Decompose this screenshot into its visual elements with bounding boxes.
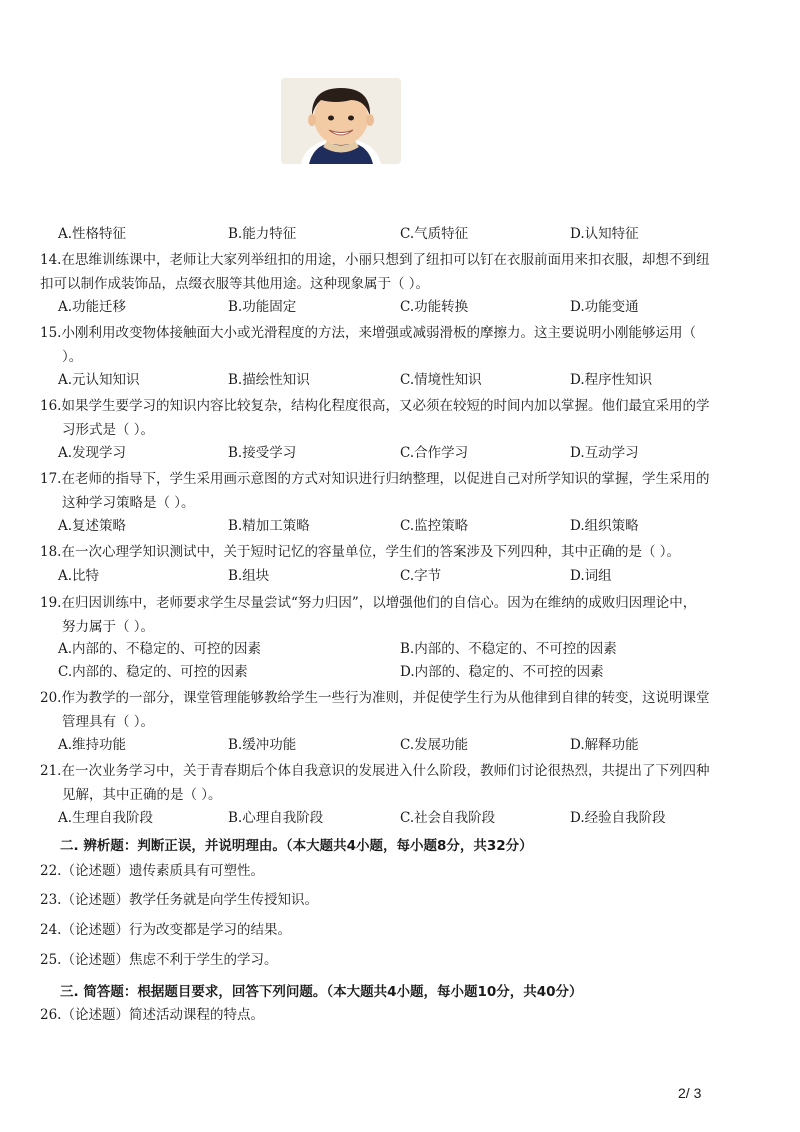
q18-option-b: B.组块 (228, 568, 270, 584)
boy-portrait-image (281, 78, 401, 164)
question-15-line2: ）。 (62, 349, 83, 365)
question-19 (40, 591, 760, 639)
q14-option-d: D.功能变通 (570, 299, 639, 315)
question-15-line1: 15.小刚利用改变物体接触面大小或光滑程度的方法，来增强或减弱滑板的摩擦力。这主要说明小刚能够运用（ (40, 325, 696, 341)
q18-option-a: A.比特 (58, 568, 100, 584)
q13-option-a: A.性格特征 (58, 226, 127, 242)
q17-option-b: B.精加工策略 (228, 518, 310, 534)
question-26: 26.（论述题）简述活动课程的特点。 (40, 1007, 264, 1023)
q15-option-b: B.描绘性知识 (228, 372, 310, 388)
question-20-line2: 管理具有（ ）。 (62, 714, 155, 730)
q19-option-b: B.内部的、不稳定的、不可控的因素 (400, 641, 617, 657)
question-21 (40, 759, 760, 807)
question-17-line2: 这种学习策略是（ ）。 (62, 495, 195, 511)
q17-option-a: A.复述策略 (58, 518, 127, 534)
question-14-line2: 扣可以制作成装饰品，点缀衣服等其他用途。这种现象属于（ ）。 (40, 276, 430, 292)
question-18 (40, 540, 760, 564)
question-14-line1: 14.在思维训练课中，老师让大家列举纽扣的用途，小丽只想到了纽扣可以钉在衣服前面用来扣衣服，却想不到纽 (40, 252, 710, 268)
q15-option-a: A.元认知知识 (58, 372, 140, 388)
q13-option-c: C.气质特征 (400, 226, 469, 242)
q13-option-b: B.能力特征 (228, 226, 297, 242)
question-17-line1: 17.在老师的指导下，学生采用画示意图的方式对知识进行归纳整理，以促进自己对所学知识的掌握，学生采用的 (40, 471, 710, 487)
q16-option-b: B.接受学习 (228, 445, 297, 461)
question-24: 24.（论述题）行为改变都是学习的结果。 (40, 922, 291, 938)
question-21-line2: 见解，其中正确的是（ ）。 (62, 787, 222, 803)
q16-option-a: A.发现学习 (58, 445, 127, 461)
q21-option-a: A.生理自我阶段 (58, 810, 154, 826)
q14-option-c: C.功能转换 (400, 299, 469, 315)
question-23: 23.（论述题）教学任务就是向学生传授知识。 (40, 892, 318, 908)
q21-option-b: B.心理自我阶段 (228, 810, 324, 826)
q20-option-a: A.维持功能 (58, 737, 127, 753)
page-number: 2/ 3 (678, 1085, 702, 1101)
q15-option-d: D.程序性知识 (570, 372, 653, 388)
section-3-heading: 三. 简答题：根据题目要求，回答下列问题。（本大题共4小题，每小题10分，共40分） (60, 984, 583, 1000)
question-19-line2: 努力属于（ ）。 (62, 619, 155, 635)
q14-option-b: B.功能固定 (228, 299, 297, 315)
question-20 (40, 686, 760, 734)
question-16-line1: 16.如果学生要学习的知识内容比较复杂，结构化程度很高，又必须在较短的时间内加以掌握。他们最宜采用的学 (40, 398, 710, 414)
q21-option-c: C.社会自我阶段 (400, 810, 496, 826)
question-16 (40, 394, 760, 442)
question-25: 25.（论述题）焦虑不利于学生的学习。 (40, 952, 278, 968)
question-20-line1: 20.作为教学的一部分，课堂管理能够教给学生一些行为准则，并促使学生行为从他律到自律的转变，这说明课堂 (40, 690, 710, 706)
question-22: 22.（论述题）遗传素质具有可塑性。 (40, 863, 264, 879)
q21-option-d: D.经验自我阶段 (570, 810, 666, 826)
question-14 (40, 248, 760, 296)
q16-option-c: C.合作学习 (400, 445, 469, 461)
q20-option-d: D.解释功能 (570, 737, 639, 753)
q19-option-c: C.内部的、稳定的、可控的因素 (58, 664, 248, 680)
q20-option-b: B.缓冲功能 (228, 737, 297, 753)
q17-option-c: C.监控策略 (400, 518, 469, 534)
q13-option-d: D.认知特征 (570, 226, 639, 242)
q14-option-a: A.功能迁移 (58, 299, 127, 315)
q16-option-d: D.互动学习 (570, 445, 639, 461)
q15-option-c: C.情境性知识 (400, 372, 482, 388)
section-2-heading: 二. 辨析题：判断正误，并说明理由。（本大题共4小题，每小题8分，共32分） (60, 838, 533, 854)
question-19-line1: 19.在归因训练中，老师要求学生尽量尝试“努力归因”，以增强他们的自信心。因为在维纳的成败归因理论中， (40, 595, 697, 611)
question-17 (40, 467, 760, 515)
q20-option-c: C.发展功能 (400, 737, 469, 753)
question-18-line1: 18.在一次心理学知识测试中，关于短时记忆的容量单位，学生们的答案涉及下列四种，其中正确的是（ ）。 (40, 544, 681, 560)
q19-option-d: D.内部的、稳定的、不可控的因素 (400, 664, 604, 680)
question-21-line1: 21.在一次业务学习中，关于青春期后个体自我意识的发展进入什么阶段，教师们讨论很热烈，共提出了下列四种 (40, 763, 710, 779)
q17-option-d: D.组织策略 (570, 518, 639, 534)
q18-option-c: C.字节 (400, 568, 442, 584)
q18-option-d: D.词组 (570, 568, 612, 584)
q19-option-a: A.内部的、不稳定的、可控的因素 (58, 641, 262, 657)
question-16-line2: 习形式是（ ）。 (62, 422, 155, 438)
question-15 (40, 321, 760, 369)
